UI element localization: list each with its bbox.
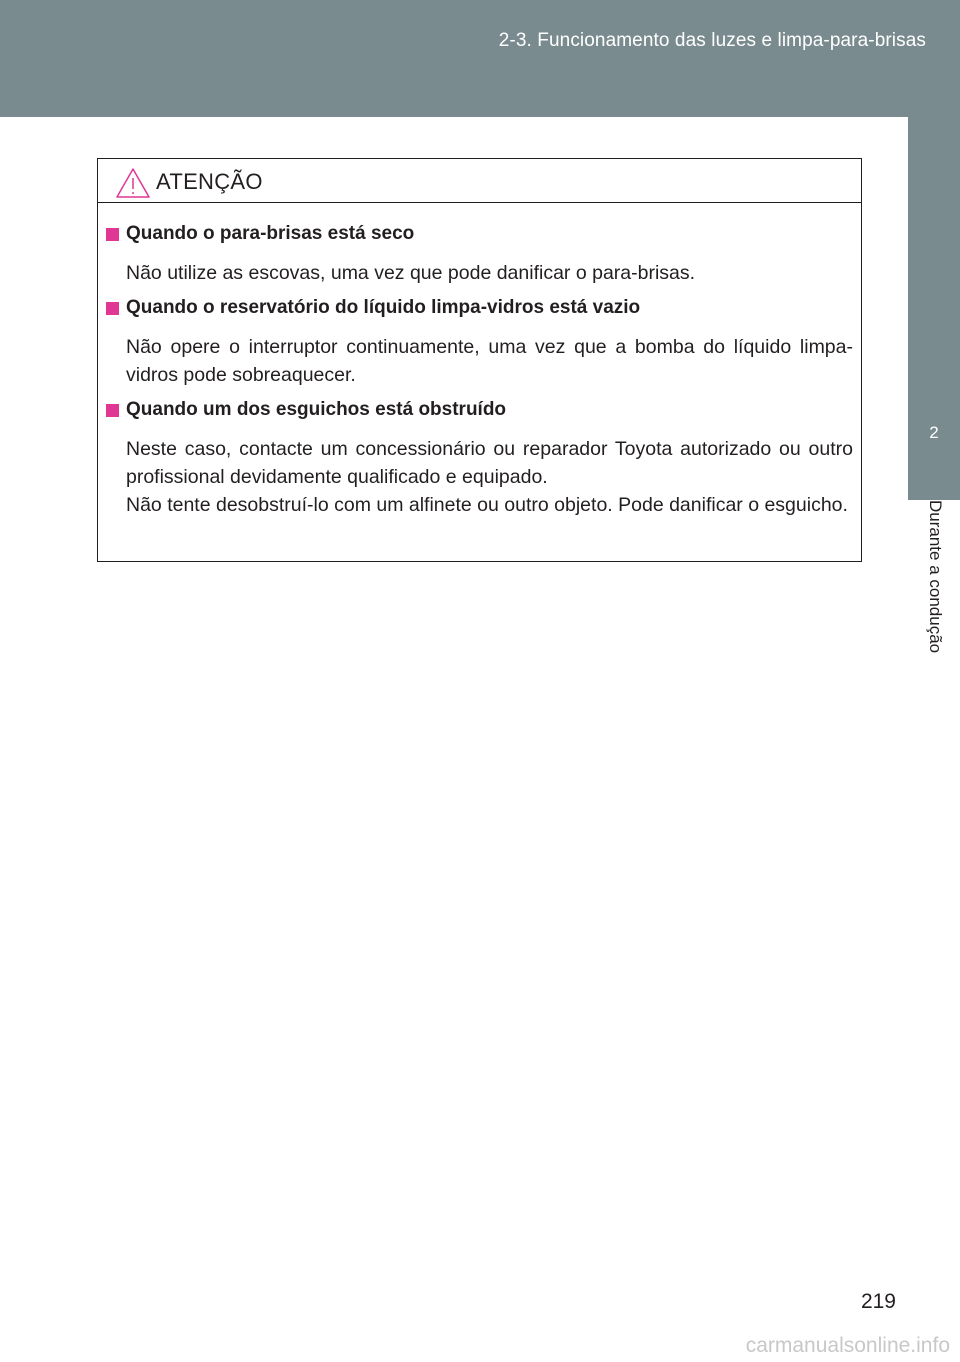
side-tab-upper — [908, 117, 960, 384]
paragraph: Não tente desobstruí-lo com um alfinete ou outro objeto. Pode danificar o esguicho. — [126, 494, 848, 516]
item-heading-text: Quando o reservatório do líquido limpa-vidros está vazio — [126, 297, 641, 318]
paragraph: Neste caso, contacte um concessionário ou reparador Toyota autorizado ou outro profissional devidamente qualificado e equipado. — [126, 438, 853, 488]
warning-item-heading — [106, 397, 853, 423]
square-bullet-icon — [106, 302, 119, 315]
warning-body — [98, 203, 861, 519]
warning-item-heading — [106, 295, 853, 321]
square-bullet-icon — [106, 228, 119, 241]
page-header — [0, 0, 960, 117]
chapter-number: 2 — [929, 423, 939, 442]
section-title: 2-3. Funcionamento das luzes e limpa-para-brisas — [498, 30, 926, 51]
chapter-label: Durante a condução — [926, 500, 945, 654]
chapter-label-container — [908, 500, 960, 700]
warning-title: ATENÇÃO — [156, 169, 263, 194]
item-heading-text: Quando um dos esguichos está obstruído — [126, 399, 507, 420]
warning-item-text — [126, 435, 853, 519]
item-heading-text: Quando o para-brisas está seco — [126, 223, 415, 244]
paragraph: Não utilize as escovas, uma vez que pode danificar o para-brisas. — [126, 262, 696, 284]
warning-box — [97, 158, 862, 562]
page-number: 219 — [860, 1290, 896, 1313]
warning-item-heading — [106, 221, 853, 247]
footer-watermark: carmanualsonline.info — [745, 1334, 950, 1357]
square-bullet-icon — [106, 404, 119, 417]
warning-header — [98, 159, 861, 203]
warning-item-text — [126, 333, 853, 389]
warning-item-text — [126, 259, 853, 287]
paragraph: Não opere o interruptor continuamente, uma vez que a bomba do líquido limpa-vidros pode sobreaquecer. — [126, 336, 853, 386]
warning-triangle-icon — [115, 167, 151, 199]
